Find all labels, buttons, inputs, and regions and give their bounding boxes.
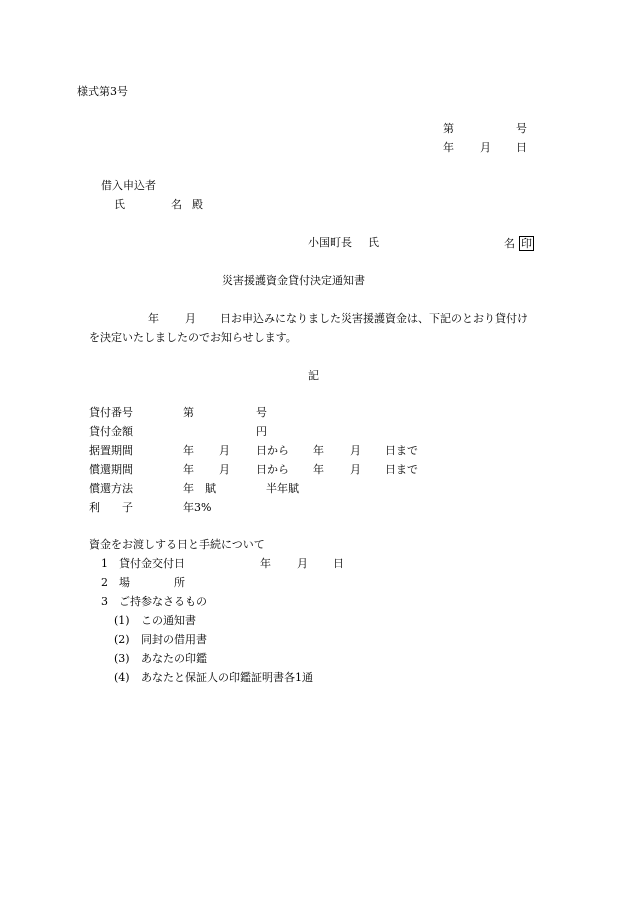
applicant-mei: 名 bbox=[171, 198, 182, 211]
sub-item-3-text: あなたの印鑑 bbox=[141, 652, 207, 665]
issuer-title: 小国町長 bbox=[308, 236, 352, 249]
procedure-1-label: 貸付金交付日 bbox=[119, 557, 185, 570]
repay-method-annual: 年 賦 bbox=[183, 482, 216, 495]
repay-d2: 日まで bbox=[385, 463, 418, 476]
issuer-mei-text: 名 bbox=[504, 237, 515, 250]
document-title: 災害援護資金貸付決定通知書 bbox=[222, 274, 365, 287]
grace-y2: 年 bbox=[313, 444, 324, 457]
procedure-1-day: 日 bbox=[333, 557, 344, 570]
grace-period-label: 据置期間 bbox=[89, 444, 133, 457]
repay-m1: 月 bbox=[219, 463, 230, 476]
loan-number-dai: 第 bbox=[183, 406, 194, 419]
procedure-1-month: 月 bbox=[297, 557, 308, 570]
repay-period-label: 償還期間 bbox=[89, 463, 133, 476]
grace-m1: 月 bbox=[219, 444, 230, 457]
grace-y1: 年 bbox=[183, 444, 194, 457]
sub-item-4-text: あなたと保証人の印鑑証明書各1通 bbox=[141, 671, 313, 684]
procedure-3-label: ご持参なさるもの bbox=[119, 595, 207, 608]
issuer-shi: 氏 bbox=[368, 236, 379, 249]
date-year: 年 bbox=[443, 141, 454, 154]
repay-y1: 年 bbox=[183, 463, 194, 476]
sub-item-2-text: 同封の借用書 bbox=[141, 633, 207, 646]
grace-m2: 月 bbox=[350, 444, 361, 457]
procedure-heading: 資金をお渡しする日と手続について bbox=[89, 538, 265, 551]
date-month: 月 bbox=[480, 141, 491, 154]
repay-y2: 年 bbox=[313, 463, 324, 476]
body-year: 年 bbox=[148, 312, 159, 325]
procedure-1-year: 年 bbox=[260, 557, 271, 570]
date-day: 日 bbox=[516, 141, 527, 154]
repay-d1: 日から bbox=[256, 463, 289, 476]
grace-d2: 日まで bbox=[385, 444, 418, 457]
applicant-label: 借入申込者 bbox=[101, 179, 156, 192]
sub-item-1-num: (1) bbox=[114, 614, 130, 627]
repay-method-semiannual: 半年賦 bbox=[266, 482, 299, 495]
applicant-dono: 殿 bbox=[192, 198, 203, 211]
body-line1: 日お申込みになりました災害援護資金は、下記のとおり貸付け bbox=[220, 312, 528, 325]
ki-mark: 記 bbox=[308, 369, 319, 382]
grace-d1: 日から bbox=[256, 444, 289, 457]
interest-label: 利 子 bbox=[89, 501, 133, 514]
sub-item-1-text: この通知書 bbox=[141, 614, 196, 627]
issuer-mei bbox=[504, 236, 534, 251]
doc-number-dai: 第 bbox=[443, 122, 454, 135]
doc-number-go: 号 bbox=[516, 122, 527, 135]
interest-value: 年3% bbox=[183, 501, 212, 514]
loan-amount-unit: 円 bbox=[256, 425, 267, 438]
procedure-3-num: 3 bbox=[101, 595, 108, 608]
repay-method-label: 償還方法 bbox=[89, 482, 133, 495]
loan-number-go: 号 bbox=[256, 406, 267, 419]
sub-item-2-num: (2) bbox=[114, 633, 130, 646]
sub-item-4-num: (4) bbox=[114, 671, 130, 684]
body-month: 月 bbox=[185, 312, 196, 325]
loan-number-label: 貸付番号 bbox=[89, 406, 133, 419]
applicant-shi: 氏 bbox=[114, 198, 125, 211]
procedure-2-num: 2 bbox=[101, 576, 108, 589]
procedure-2-label: 場 所 bbox=[119, 576, 185, 589]
body-line2: を決定いたしましたのでお知らせします。 bbox=[89, 331, 297, 344]
form-number: 様式第3号 bbox=[77, 85, 128, 98]
seal-mark: 印 bbox=[521, 237, 532, 250]
loan-amount-label: 貸付金額 bbox=[89, 425, 133, 438]
procedure-1-num: 1 bbox=[101, 557, 108, 570]
repay-m2: 月 bbox=[350, 463, 361, 476]
sub-item-3-num: (3) bbox=[114, 652, 130, 665]
